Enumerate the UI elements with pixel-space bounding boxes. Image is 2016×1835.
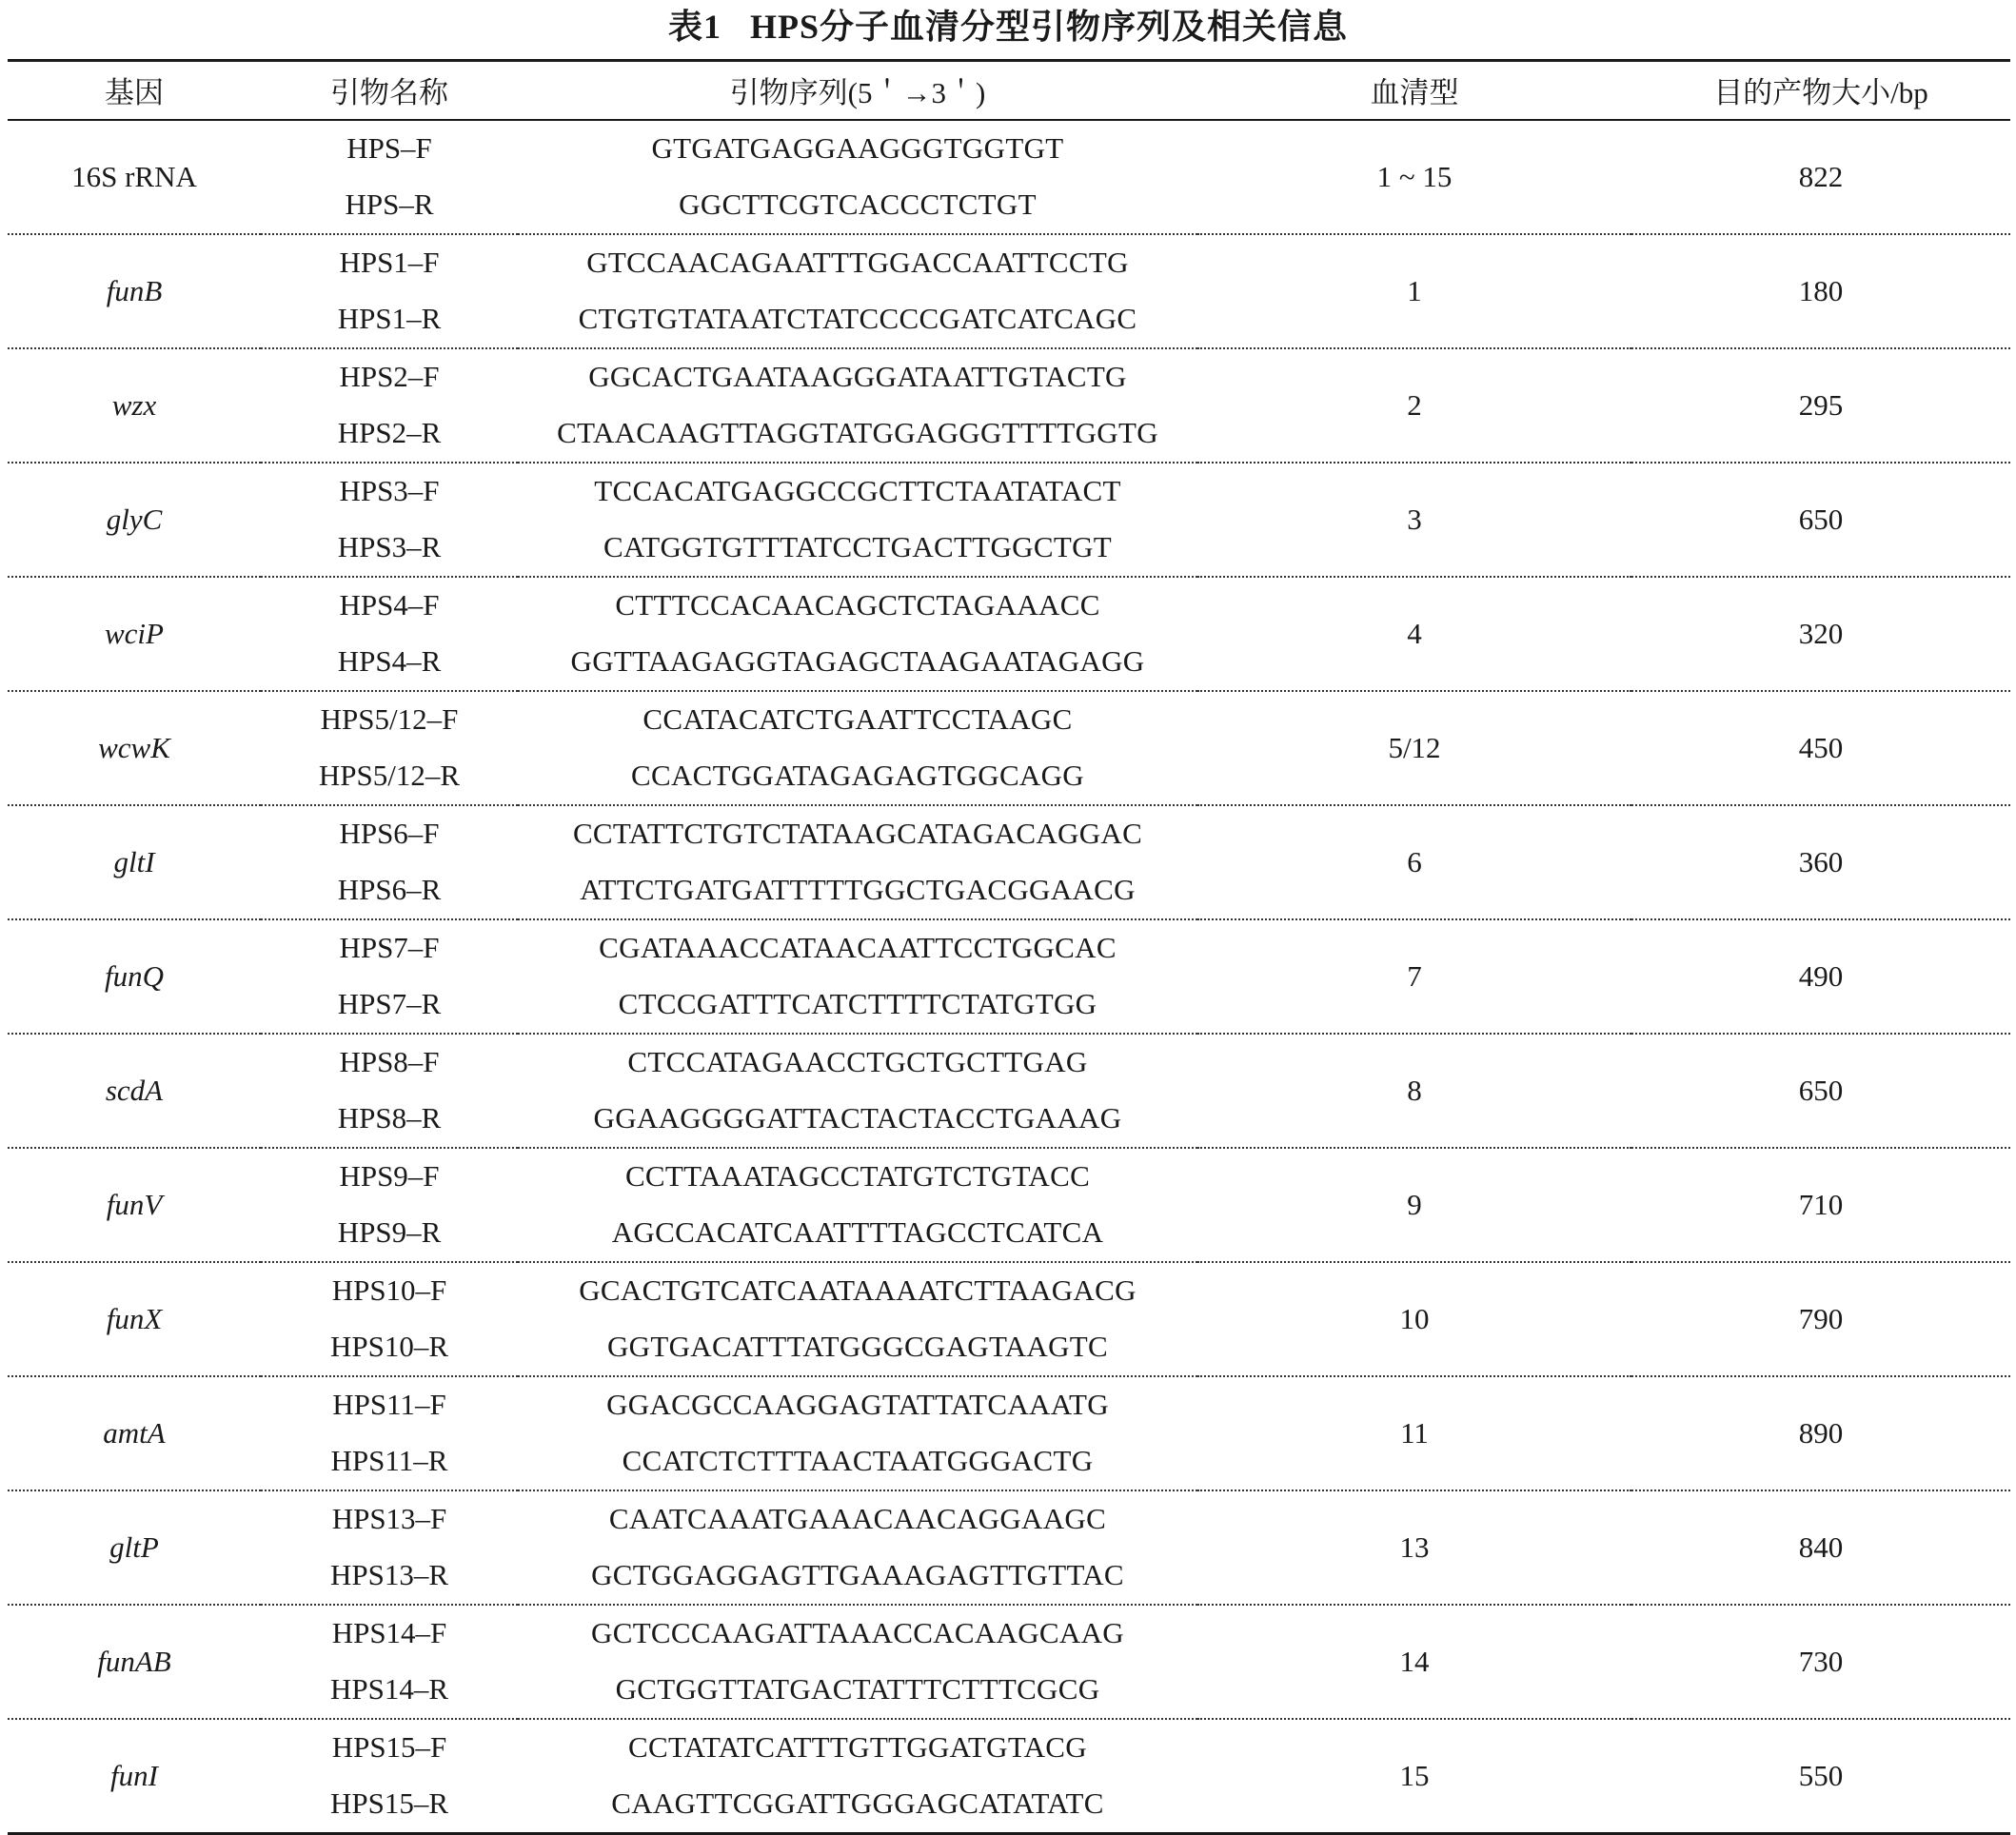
table-row <box>8 234 2010 291</box>
table-row <box>8 1376 2010 1433</box>
reverse-primer-sequence: CCATCTCTTTAACTAATGGGACTG <box>518 1433 1197 1490</box>
forward-primer-name: HPS6–F <box>339 817 440 850</box>
gene-cell: glyC <box>8 463 261 577</box>
gene-cell: 16S rRNA <box>8 120 261 234</box>
product-size-cell: 890 <box>1631 1376 2010 1490</box>
reverse-primer-sequence: GGTGACATTTATGGGCGAGTAAGTC <box>518 1319 1197 1376</box>
forward-primer-name: HPS11–F <box>332 1388 446 1421</box>
forward-primer-sequence: CAATCAAATGAAACAACAGGAAGC <box>608 1502 1107 1535</box>
serotype-cell: 5/12 <box>1197 691 1631 805</box>
forward-primer-sequence: CCATACATCTGAATTCCTAAGC <box>642 702 1073 736</box>
reverse-primer-name: HPS1–R <box>261 291 518 348</box>
serotype-cell: 8 <box>1197 1034 1631 1148</box>
reverse-primer-name: HPS6–R <box>261 862 518 919</box>
reverse-primer-sequence: GGTTAAGAGGTAGAGCTAAGAATAGAGG <box>518 634 1197 691</box>
table-row <box>8 348 2010 405</box>
gene-cell: wciP <box>8 577 261 691</box>
forward-primer-name: HPS–F <box>346 131 432 165</box>
header-gene: 基因 <box>8 61 261 120</box>
forward-primer-sequence: GGCACTGAATAAGGGATAATTGTACTG <box>588 360 1127 393</box>
gene-cell: funI <box>8 1719 261 1834</box>
table-row <box>8 463 2010 520</box>
forward-primer-name: HPS5/12–F <box>320 702 459 736</box>
product-size-cell: 730 <box>1631 1605 2010 1719</box>
forward-primer-name: HPS8–F <box>339 1045 440 1078</box>
forward-primer-name: HPS1–F <box>339 246 440 279</box>
reverse-primer-name: HPS7–R <box>261 977 518 1034</box>
reverse-primer-sequence: CAAGTTCGGATTGGGAGCATATATC <box>518 1776 1197 1834</box>
table-row <box>8 1490 2010 1548</box>
reverse-primer-name: HPS10–R <box>261 1319 518 1376</box>
product-size-cell: 450 <box>1631 691 2010 805</box>
gene-cell: amtA <box>8 1376 261 1490</box>
serotype-cell: 10 <box>1197 1262 1631 1376</box>
gene-cell: funV <box>8 1148 261 1262</box>
forward-primer-sequence: GTCCAACAGAATTTGGACCAATTCCTG <box>586 246 1129 279</box>
header-row <box>8 61 2010 120</box>
serotype-cell: 13 <box>1197 1490 1631 1605</box>
reverse-primer-name: HPS11–R <box>261 1433 518 1490</box>
gene-cell: wcwK <box>8 691 261 805</box>
reverse-primer-name: HPS4–R <box>261 634 518 691</box>
forward-primer-sequence: CGATAAACCATAACAATTCCTGGCAC <box>599 931 1117 964</box>
reverse-primer-name: HPS13–R <box>261 1548 518 1605</box>
reverse-primer-name: HPS2–R <box>261 405 518 463</box>
table-row <box>8 1719 2010 1776</box>
serotype-cell: 6 <box>1197 805 1631 919</box>
table-row <box>8 1148 2010 1205</box>
reverse-primer-name: HPS15–R <box>261 1776 518 1834</box>
table-row <box>8 577 2010 634</box>
product-size-cell: 790 <box>1631 1262 2010 1376</box>
serotype-cell: 14 <box>1197 1605 1631 1719</box>
table-row <box>8 1605 2010 1662</box>
gene-cell: funX <box>8 1262 261 1376</box>
gene-cell: funQ <box>8 919 261 1034</box>
product-size-cell: 650 <box>1631 463 2010 577</box>
forward-primer-sequence: GCTCCCAAGATTAAACCACAAGCAAG <box>591 1616 1124 1649</box>
forward-primer-name: HPS13–F <box>331 1502 447 1535</box>
header-product-size: 目的产物大小/bp <box>1631 61 2010 120</box>
forward-primer-name: HPS9–F <box>339 1159 440 1193</box>
table-row <box>8 1262 2010 1319</box>
forward-primer-sequence: CCTATTCTGTCTATAAGCATAGACAGGAC <box>572 817 1143 850</box>
reverse-primer-sequence: CTCCGATTTCATCTTTTCTATGTGG <box>518 977 1197 1034</box>
header-serotype: 血清型 <box>1197 61 1631 120</box>
table-header <box>8 61 2010 120</box>
table-body <box>8 120 2010 1834</box>
product-size-cell: 822 <box>1631 120 2010 234</box>
header-primer-name: 引物名称 <box>261 61 518 120</box>
forward-primer-sequence: CCTTAAATAGCCTATGTCTGTACC <box>624 1159 1091 1193</box>
gene-cell: scdA <box>8 1034 261 1148</box>
serotype-cell: 3 <box>1197 463 1631 577</box>
reverse-primer-sequence: CCACTGGATAGAGAGTGGCAGG <box>518 748 1197 805</box>
forward-primer-sequence: CTTTCCACAACAGCTCTAGAAACC <box>615 588 1100 622</box>
product-size-cell: 650 <box>1631 1034 2010 1148</box>
reverse-primer-sequence: CTAACAAGTTAGGTATGGAGGGTTTTGGTG <box>518 405 1197 463</box>
product-size-cell: 360 <box>1631 805 2010 919</box>
forward-primer-sequence: GGACGCCAAGGAGTATTATCAAATG <box>606 1388 1109 1421</box>
reverse-primer-name: HPS5/12–R <box>261 748 518 805</box>
serotype-cell: 9 <box>1197 1148 1631 1262</box>
gene-cell: wzx <box>8 348 261 463</box>
table-row <box>8 919 2010 977</box>
gene-cell: funB <box>8 234 261 348</box>
product-size-cell: 295 <box>1631 348 2010 463</box>
header-primer-sequence: 引物序列(5＇→3＇) <box>518 61 1197 120</box>
forward-primer-name: HPS4–F <box>339 588 440 622</box>
product-size-cell: 710 <box>1631 1148 2010 1262</box>
reverse-primer-name: HPS–R <box>261 177 518 234</box>
table-row <box>8 1034 2010 1091</box>
reverse-primer-name: HPS3–R <box>261 520 518 577</box>
serotype-cell: 7 <box>1197 919 1631 1034</box>
product-size-cell: 490 <box>1631 919 2010 1034</box>
serotype-cell: 11 <box>1197 1376 1631 1490</box>
primer-table <box>8 59 2010 1835</box>
forward-primer-sequence: GTGATGAGGAAGGGTGGTGT <box>651 131 1064 165</box>
forward-primer-sequence: GCACTGTCATCAATAAAATCTTAAGACG <box>579 1273 1136 1307</box>
reverse-primer-sequence: AGCCACATCAATTTTAGCCTCATCA <box>518 1205 1197 1262</box>
serotype-cell: 15 <box>1197 1719 1631 1834</box>
serotype-cell: 1 <box>1197 234 1631 348</box>
reverse-primer-sequence: GCTGGTTATGACTATTTCTTTCGCG <box>518 1662 1197 1719</box>
reverse-primer-sequence: GCTGGAGGAGTTGAAAGAGTTGTTAC <box>518 1548 1197 1605</box>
table-row <box>8 120 2010 177</box>
reverse-primer-sequence: GGCTTCGTCACCCTCTGT <box>518 177 1197 234</box>
reverse-primer-sequence: GGAAGGGGATTACTACTACCTGAAAG <box>518 1091 1197 1148</box>
forward-primer-sequence: CCTATATCATTTGTTGGATGTACG <box>628 1730 1087 1764</box>
reverse-primer-sequence: CTGTGTATAATCTATCCCCGATCATCAGC <box>518 291 1197 348</box>
forward-primer-sequence: TCCACATGAGGCCGCTTCTAATATACT <box>594 474 1121 507</box>
table-row <box>8 805 2010 862</box>
gene-cell: funAB <box>8 1605 261 1719</box>
reverse-primer-name: HPS8–R <box>261 1091 518 1148</box>
product-size-cell: 550 <box>1631 1719 2010 1834</box>
product-size-cell: 320 <box>1631 577 2010 691</box>
forward-primer-name: HPS15–F <box>331 1730 447 1764</box>
forward-primer-name: HPS14–F <box>331 1616 447 1649</box>
gene-cell: gltP <box>8 1490 261 1605</box>
reverse-primer-name: HPS9–R <box>261 1205 518 1262</box>
forward-primer-name: HPS2–F <box>339 360 440 393</box>
serotype-cell: 2 <box>1197 348 1631 463</box>
reverse-primer-sequence: ATTCTGATGATTTTTGGCTGACGGAACG <box>518 862 1197 919</box>
forward-primer-sequence: CTCCATAGAACCTGCTGCTTGAG <box>627 1045 1088 1078</box>
product-size-cell: 840 <box>1631 1490 2010 1605</box>
product-size-cell: 180 <box>1631 234 2010 348</box>
gene-cell: gltI <box>8 805 261 919</box>
table-row <box>8 691 2010 748</box>
table-caption: 表1 HPS分子血清分型引物序列及相关信息 <box>667 8 1348 46</box>
forward-primer-name: HPS10–F <box>331 1273 447 1307</box>
forward-primer-name: HPS3–F <box>339 474 440 507</box>
forward-primer-name: HPS7–F <box>339 931 440 964</box>
reverse-primer-name: HPS14–R <box>261 1662 518 1719</box>
serotype-cell: 1 ~ 15 <box>1197 120 1631 234</box>
reverse-primer-sequence: CATGGTGTTTATCCTGACTTGGCTGT <box>518 520 1197 577</box>
serotype-cell: 4 <box>1197 577 1631 691</box>
